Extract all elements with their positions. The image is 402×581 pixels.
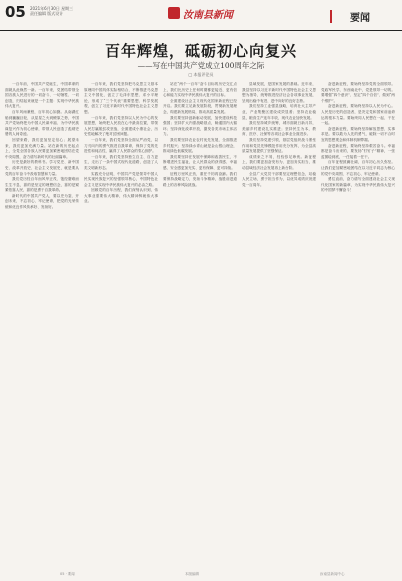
article-subtitle: ——写在中国共产党成立100周年之际 <box>137 61 265 70</box>
paragraph: 我们要坚持在发展中保障和改善民生，不断增进民生福祉，让人民群众的获得感、幸福感、安全感更加充实、更有保障、更可持续。 <box>163 154 237 170</box>
section-accent-bar <box>330 10 332 23</box>
paragraph: 我们党历经百年而风华正茂、饱经磨难而生生不息，靠的是坚定的理想信念，靠的是紧紧依靠人民，靠的是勇于自我革命。 <box>5 177 79 193</box>
editor-line: 责任编辑 版式设计 <box>30 11 64 16</box>
article-author: □ 本报评论员 <box>188 72 214 77</box>
paragraph: 我们坚持城乡统筹，城市面貌日新月异，美丽乡村建设扎实推进；坚持民生为本，教育、医疗、社保等各项社会事业全面进步。 <box>242 121 316 137</box>
paragraph: 新时代的中国共产党人，要以史为鉴、开创未来，不忘初心、牢记使命，把党的光荣传统和优良作风传承好、发扬好。 <box>5 193 79 210</box>
footer-center: 本版编辑 <box>185 572 199 576</box>
paragraph: 我们要坚持创新驱动发展，加快建设科技强国；坚持扩大内需战略基点，畅通国内大循环；坚持深化改革开放，激发各类市场主体活力。 <box>163 115 237 137</box>
paragraph: 奋进新征程，要始终坚持党的全面领导。党政军民学，东西南北中，党是领导一切的。要增强“四个意识”、坚定“四个自信”、做到“两个维护”。 <box>321 82 395 103</box>
paragraph: 奋进新征程，要始终坚持艰苦奋斗。幸福都是奋斗出来的，要发扬“钉钉子”精神，一张蓝图绘到底，一任接着一任干。 <box>321 143 395 159</box>
footer-right: 汝南县新闻中心 <box>320 572 345 576</box>
paragraph: 奋进新征程，要始终坚持以人民为中心。人民是历史的创造者，是决定党和国家前途命运的根本力量。要始终同人民想在一起、干在一起。 <box>321 104 395 126</box>
paragraph: 一百年来，我们党坚持独立自主、自力更生，走出了一条中国式现代化道路，创造了人类文明新形态。 <box>84 154 158 170</box>
footer-left: 05 · 要闻 <box>60 572 75 576</box>
paragraph: 百年征程波澜壮阔，百年初心历久弥坚。让我们更加紧密地团结在以习近平同志为核心的党中央周围，不忘初心、牢记使命。 <box>321 160 395 176</box>
paragraph: 我们要坚持农业农村优先发展，全面推进乡村振兴；坚持绿水青山就是金山银山理念，推动绿色低碳发展。 <box>163 137 237 154</box>
paragraph: 百年风雨兼程，百年初心如磐。从南湖红船到巍巍巨轮，从星星之火到燎原之势，中国共产党始终把为中国人民谋幸福、为中华民族谋复兴作为初心使命，带领人民创造了彪炳史册的人间奇迹。 <box>5 109 79 137</box>
paragraph: 我们坚持党建引领，基层党组织战斗堡垒作用和党员先锋模范作用充分发挥，为全县高质量发展提供了坚强保证。 <box>242 137 316 154</box>
logo-mark-icon <box>168 7 180 19</box>
paragraph: 勇往直前，奋力谱写全面建设社会主义现代化国家的新篇章，为实现中华民族伟大复兴的中国梦不懈奋斗！ <box>321 177 395 193</box>
paragraph: 实践充分证明，中国共产党是领导中国人民实现民族复兴的坚强领导核心，中国特色社会主义是实现中华民族伟大复兴的必由之路。 <box>84 171 158 187</box>
article-column-1 <box>5 82 79 566</box>
paragraph: 全县广大党员干部要坚定理想信念，站稳人民立场，勇于担当作为，以优异成绩庆祝建党一百周年。 <box>242 171 316 187</box>
page-header <box>0 0 402 31</box>
paragraph: 成绩来之不易，经验弥足珍贵。新征程上，我们要更加奋发有为、更加务实担当，推动县域经济社会发展再上新台阶。 <box>242 154 316 170</box>
paragraph: 县域发展，是国家发展的基础。近年来，我县坚持以习近平新时代中国特色社会主义思想为指导，统筹推进经济社会各项事业发展，呈现出稳中有进、进中向好的良好态势。 <box>242 82 316 103</box>
paragraph: 一百年来，我们党坚持把马克思主义基本原理同中国具体实际相结合，不断推进马克思主义中国化，创立了毛泽东思想、邓小平理论，形成了“三个代表”重要思想、科学发展观，创立了习近平新时代中国特色社会主义思想。 <box>84 82 158 114</box>
section-label: 要闻 <box>350 13 370 24</box>
page-footer <box>0 570 402 580</box>
paragraph: 征程万里风正劲，重任千钧再奋蹄。我们要保持战略定力，发扬斗争精神，战胜前进道路上的各种风险挑战。 <box>163 171 237 187</box>
paragraph: 我们坚持工业强县战略，培育壮大主导产业，产业集聚区建设成效显著；坚持农业稳县，粮食生产连年丰收，现代农业加快发展。 <box>242 104 316 120</box>
paragraph: 全面建设社会主义现代化国家新征程已经开启。我们要立足新发展阶段，贯彻新发展理念，构建新发展格局，推动高质量发展。 <box>163 98 237 114</box>
masthead-logo <box>168 4 238 22</box>
paragraph: 一百年来，我们党坚持以人民为中心的发展思想，始终把人民放在心中最高位置，带领人民打赢脱贫攻坚战，全面建成小康社会，历史性地解决了绝对贫困问题。 <box>84 115 158 137</box>
article-title: 百年辉煌，砥砺初心向复兴 <box>104 42 297 60</box>
page-number: 05 <box>5 3 26 21</box>
paragraph: 奋进新征程，要始终坚持解放思想、实事求是。要以敢为人先的勇气，破除一切不合时宜的思想观念和体制机制弊端。 <box>321 126 395 142</box>
date-info <box>30 6 90 16</box>
article-column-2 <box>84 82 158 566</box>
article-column-5 <box>321 82 395 566</box>
article-column-4 <box>242 82 316 566</box>
article-column-3 <box>163 82 237 566</box>
paragraph: 历史是最好的教科书。学习党史、新中国史、改革开放史、社会主义发展史，就是要从党的百年奋斗中汲取智慧和力量。 <box>5 160 79 176</box>
logo-text: 汝南县新闻 <box>183 10 233 21</box>
article-body <box>5 82 397 566</box>
paragraph: 一百年来，我们党坚持全面从严治党，以刀刃向内的勇气推进自我革命，保持了党的先进性和纯洁性，赢得了人民群众的衷心拥护。 <box>84 137 158 154</box>
paragraph: 回望来路，我们更加坚定信心；展望未来，我们更加充满力量。站在新的历史起点上，全党全国各族人民要更加紧密地团结在党中央周围，奋力谱写新时代的壮丽篇章。 <box>5 137 79 159</box>
paragraph: 站在“两个一百年”奋斗目标的历史交汇点上，我们比历史上任何时期都更接近、更有信心和能力实现中华民族伟大复兴的目标。 <box>163 82 237 98</box>
paragraph: 一百年前，中国共产党诞生，中国革命的面貌从此焕然一新。一百年来，党团结带领全国各族人民进行的一切奋斗、一切牺牲、一切创造，归结起来就是一个主题：实现中华民族伟大复兴。 <box>5 82 79 109</box>
paragraph: 回顾党的百年历程，我们深刻认识到，伟大事业需要伟大精神，伟大精神铸就伟大事业。 <box>84 188 158 204</box>
date-line: 2021年6月30日 星期三 <box>30 6 74 11</box>
